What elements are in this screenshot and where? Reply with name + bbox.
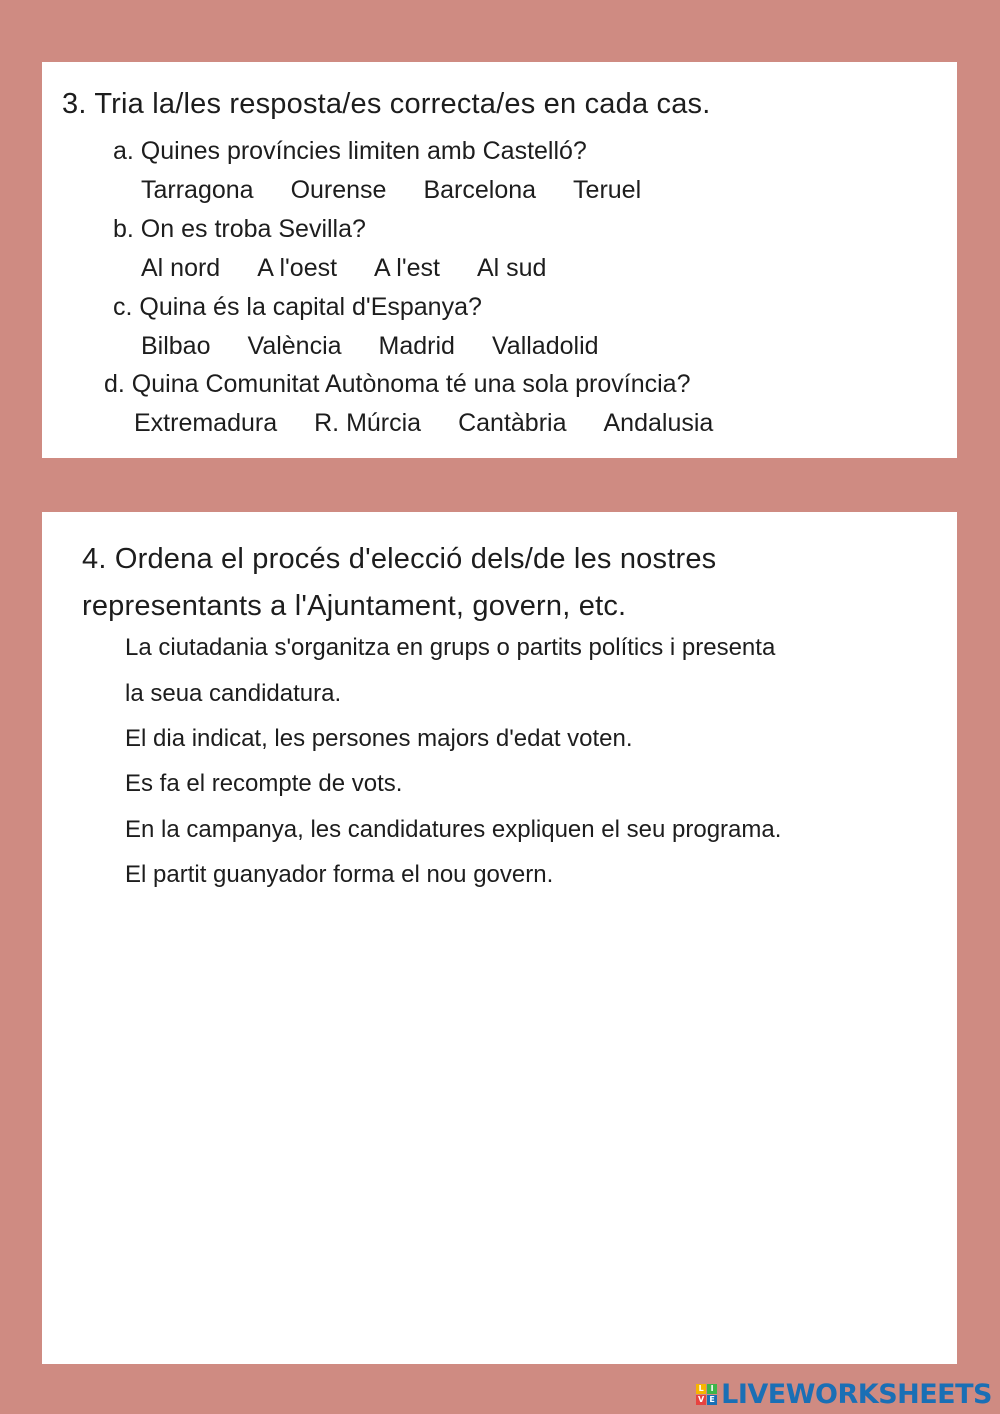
option-3c-3[interactable]: Madrid: [378, 332, 455, 360]
option-3b-2[interactable]: A l'oest: [257, 254, 338, 282]
option-3d-3[interactable]: Cantàbria: [458, 409, 567, 437]
logo-square-l: L: [696, 1384, 706, 1394]
order-item-1-continued[interactable]: la seua candidatura.: [125, 680, 342, 707]
option-3a-2[interactable]: Ourense: [290, 176, 387, 204]
question-3a-options: [141, 176, 641, 205]
liveworksheets-logo: [696, 1379, 992, 1410]
order-item-2[interactable]: El dia indicat, les persones majors d'edat voten.: [125, 725, 633, 752]
question-3-panel: [42, 62, 957, 458]
question-3b-options: [141, 254, 546, 283]
logo-icon: [696, 1384, 717, 1405]
order-item-5[interactable]: El partit guanyador forma el nou govern.: [125, 861, 554, 888]
logo-text: LIVEWORKSHEETS: [721, 1379, 992, 1410]
question-3d-options: [134, 409, 713, 438]
option-3c-4[interactable]: Valladolid: [491, 332, 599, 360]
option-3d-4[interactable]: Andalusia: [603, 409, 714, 437]
question-3-title: 3. Tria la/les resposta/es correcta/es en cada cas.: [62, 88, 711, 120]
question-3c-text: c. Quina és la capital d'Espanya?: [113, 293, 482, 321]
option-3a-1[interactable]: Tarragona: [141, 176, 254, 204]
option-3d-2[interactable]: R. Múrcia: [314, 409, 422, 437]
order-item-4[interactable]: En la campanya, les candidatures expliquen el seu programa.: [125, 816, 782, 843]
option-3b-1[interactable]: Al nord: [141, 254, 221, 282]
question-4-title: 4. Ordena el procés d'elecció dels/de les nostres representants a l'Ajuntament, govern, etc.: [82, 543, 717, 622]
option-3b-3[interactable]: A l'est: [374, 254, 440, 282]
question-4-panel: [42, 512, 957, 1364]
question-3b-text: b. On es troba Sevilla?: [113, 215, 366, 243]
logo-square-e: E: [707, 1395, 717, 1405]
order-item-3[interactable]: Es fa el recompte de vots.: [125, 770, 403, 797]
option-3c-1[interactable]: Bilbao: [141, 332, 211, 360]
order-item-1[interactable]: La ciutadania s'organitza en grups o partits polítics i presenta: [125, 634, 776, 661]
option-3b-4[interactable]: Al sud: [476, 254, 547, 282]
option-3a-3[interactable]: Barcelona: [423, 176, 537, 204]
question-3d-text: d. Quina Comunitat Autònoma té una sola província?: [104, 370, 691, 398]
question-3a-text: a. Quines províncies limiten amb Castelló?: [113, 137, 587, 165]
option-3a-4[interactable]: Teruel: [573, 176, 642, 204]
logo-square-i: I: [707, 1384, 717, 1394]
option-3d-1[interactable]: Extremadura: [134, 409, 278, 437]
question-3c-options: [141, 332, 599, 361]
logo-square-v: V: [698, 1395, 705, 1404]
option-3c-2[interactable]: València: [247, 332, 342, 360]
